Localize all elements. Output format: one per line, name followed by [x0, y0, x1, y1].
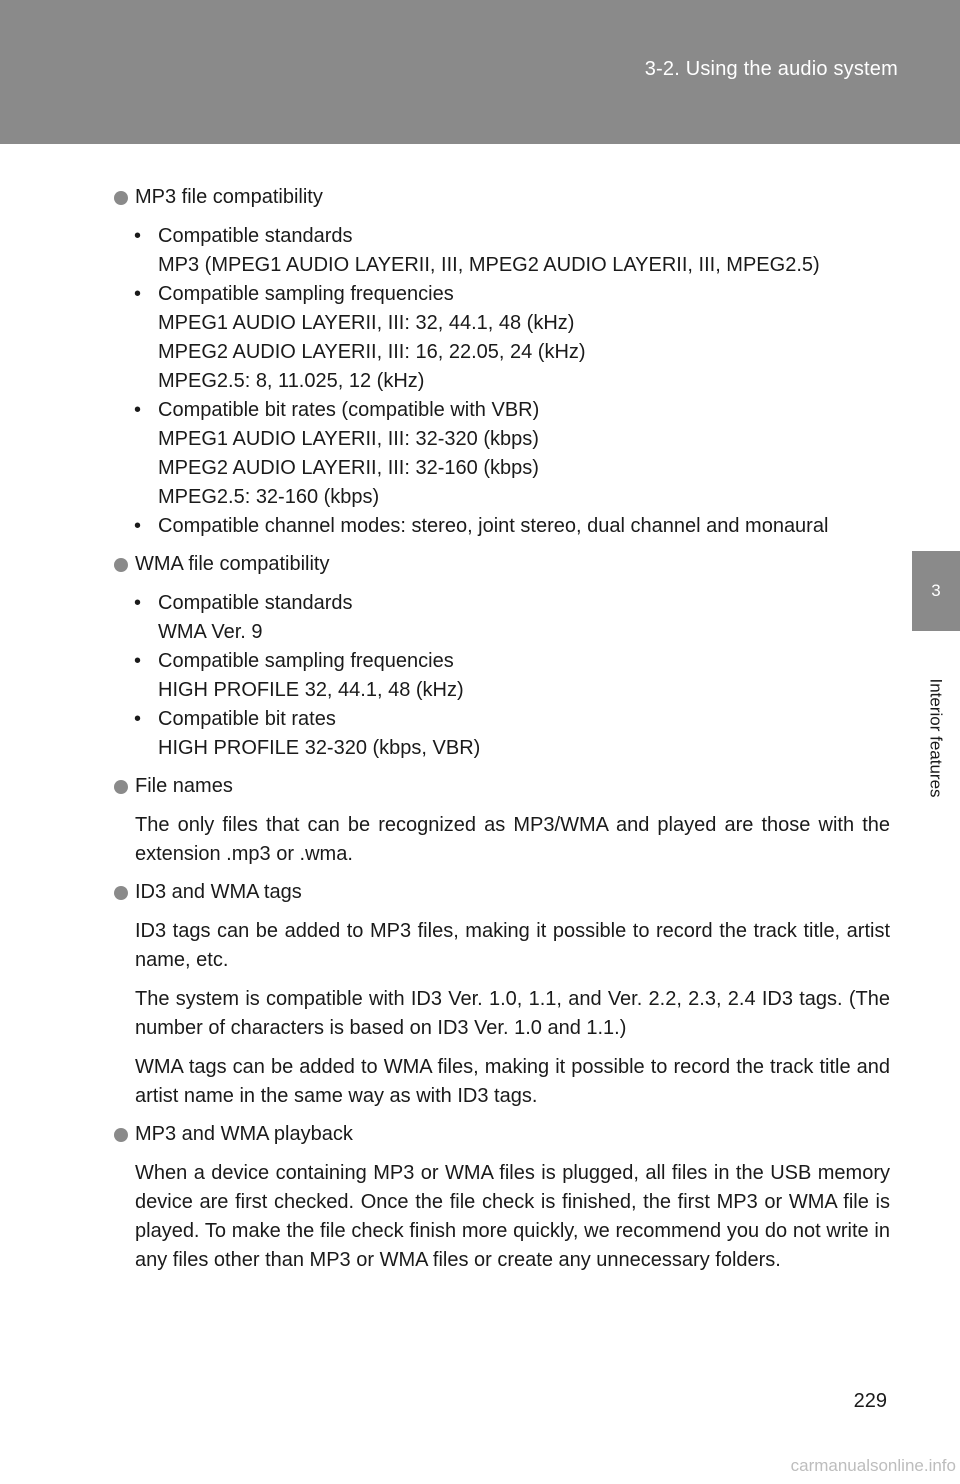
spec-list	[114, 222, 890, 541]
spec-value: HIGH PROFILE 32, 44.1, 48 (kHz)	[158, 679, 464, 701]
section-heading: File names	[114, 772, 890, 801]
dot-icon: •	[134, 399, 142, 421]
dot-icon: •	[134, 225, 142, 247]
list-item: • Compatible standards MP3 (MPEG1 AUDIO LAYERII, III, MPEG2 AUDIO LAYERII, III, MPEG2.5)	[114, 222, 890, 280]
paragraph: ID3 tags can be added to MP3 files, making it possible to record the track title, artist name, etc.	[135, 920, 890, 971]
dot-icon: •	[134, 283, 142, 305]
paragraph: WMA tags can be added to WMA files, making it possible to record the track title and artist name in the same way as with ID3 tags.	[135, 1056, 890, 1107]
spec-value: MPEG2.5: 8, 11.025, 12 (kHz)	[158, 370, 425, 392]
watermark: carmanualsonline.info	[790, 1456, 956, 1475]
list-item: • Compatible bit rates (compatible with VBR) MPEG1 AUDIO LAYERII, III: 32-320 (kbps) MPEG2 AUDIO LAYERII, III: 32-160 (kbps) MPEG2.5: 32-160 (kbps)	[114, 396, 890, 512]
spec-value: MPEG2.5: 32-160 (kbps)	[158, 486, 380, 508]
section-mp3-wma-playback	[114, 1120, 890, 1275]
bullet-icon	[114, 886, 128, 900]
section-heading: MP3 and WMA playback	[114, 1120, 890, 1149]
section-mp3-compatibility	[114, 183, 890, 541]
spec-value: MPEG2 AUDIO LAYERII, III: 32-160 (kbps)	[158, 457, 539, 479]
spec-list	[114, 589, 890, 763]
list-item: • Compatible sampling frequencies HIGH PROFILE 32, 44.1, 48 (kHz)	[114, 647, 890, 705]
spec-value: MPEG1 AUDIO LAYERII, III: 32, 44.1, 48 (kHz)	[158, 312, 575, 334]
spec-value: MPEG2 AUDIO LAYERII, III: 16, 22.05, 24 (kHz)	[158, 341, 586, 363]
section-file-names	[114, 772, 890, 869]
paragraph: When a device containing MP3 or WMA files is plugged, all files in the USB memory device are first checked. Once the file check is finished, the first MP3 or WMA file is played. To make the file check finish more quickly, we recommend you do not write in any files other than MP3 or WMA files or create any unnecessary folders.	[135, 1162, 890, 1271]
paragraph: The system is compatible with ID3 Ver. 1.0, 1.1, and Ver. 2.2, 2.3, 2.4 ID3 tags. (The number of characters is based on ID3 Ver. 1.0 and 1.1.)	[135, 988, 890, 1039]
bullet-icon	[114, 558, 128, 572]
spec-value: MPEG1 AUDIO LAYERII, III: 32-320 (kbps)	[158, 428, 539, 450]
paragraph: The only files that can be recognized as MP3/WMA and played are those with the extension .mp3 or .wma.	[135, 814, 890, 865]
dot-icon: •	[134, 592, 142, 614]
chapter-tab	[912, 551, 960, 631]
spec-value: HIGH PROFILE 32-320 (kbps, VBR)	[158, 737, 481, 759]
dot-icon: •	[134, 650, 142, 672]
list-item: • Compatible channel modes: stereo, joint stereo, dual channel and monaural	[114, 512, 890, 541]
section-heading: ID3 and WMA tags	[114, 878, 890, 907]
spec-value: WMA Ver. 9	[158, 621, 263, 643]
section-wma-compatibility	[114, 550, 890, 763]
chapter-label	[912, 645, 960, 830]
section-title: 3-2. Using the audio system	[644, 58, 898, 80]
page-content	[114, 183, 890, 1284]
bullet-icon	[114, 780, 128, 794]
list-item: • Compatible bit rates HIGH PROFILE 32-320 (kbps, VBR)	[114, 705, 890, 763]
page-header	[0, 0, 960, 144]
dot-icon: •	[134, 708, 142, 730]
dot-icon: •	[134, 515, 142, 537]
bullet-icon	[114, 1128, 128, 1142]
list-item: • Compatible standards WMA Ver. 9	[114, 589, 890, 647]
chapter-label-text: Interior features	[927, 677, 946, 798]
chapter-number: 3	[931, 581, 941, 600]
section-id3-wma-tags	[114, 878, 890, 1111]
section-heading: MP3 file compatibility	[114, 183, 890, 212]
page-number: 229	[853, 1390, 887, 1412]
section-heading: WMA file compatibility	[114, 550, 890, 579]
spec-value: MP3 (MPEG1 AUDIO LAYERII, III, MPEG2 AUDIO LAYERII, III, MPEG2.5)	[158, 254, 820, 276]
bullet-icon	[114, 191, 128, 205]
list-item: • Compatible sampling frequencies MPEG1 AUDIO LAYERII, III: 32, 44.1, 48 (kHz) MPEG2 AUDIO LAYERII, III: 16, 22.05, 24 (kHz) MPEG2.5: 8, 11.025, 12 (kHz)	[114, 280, 890, 396]
